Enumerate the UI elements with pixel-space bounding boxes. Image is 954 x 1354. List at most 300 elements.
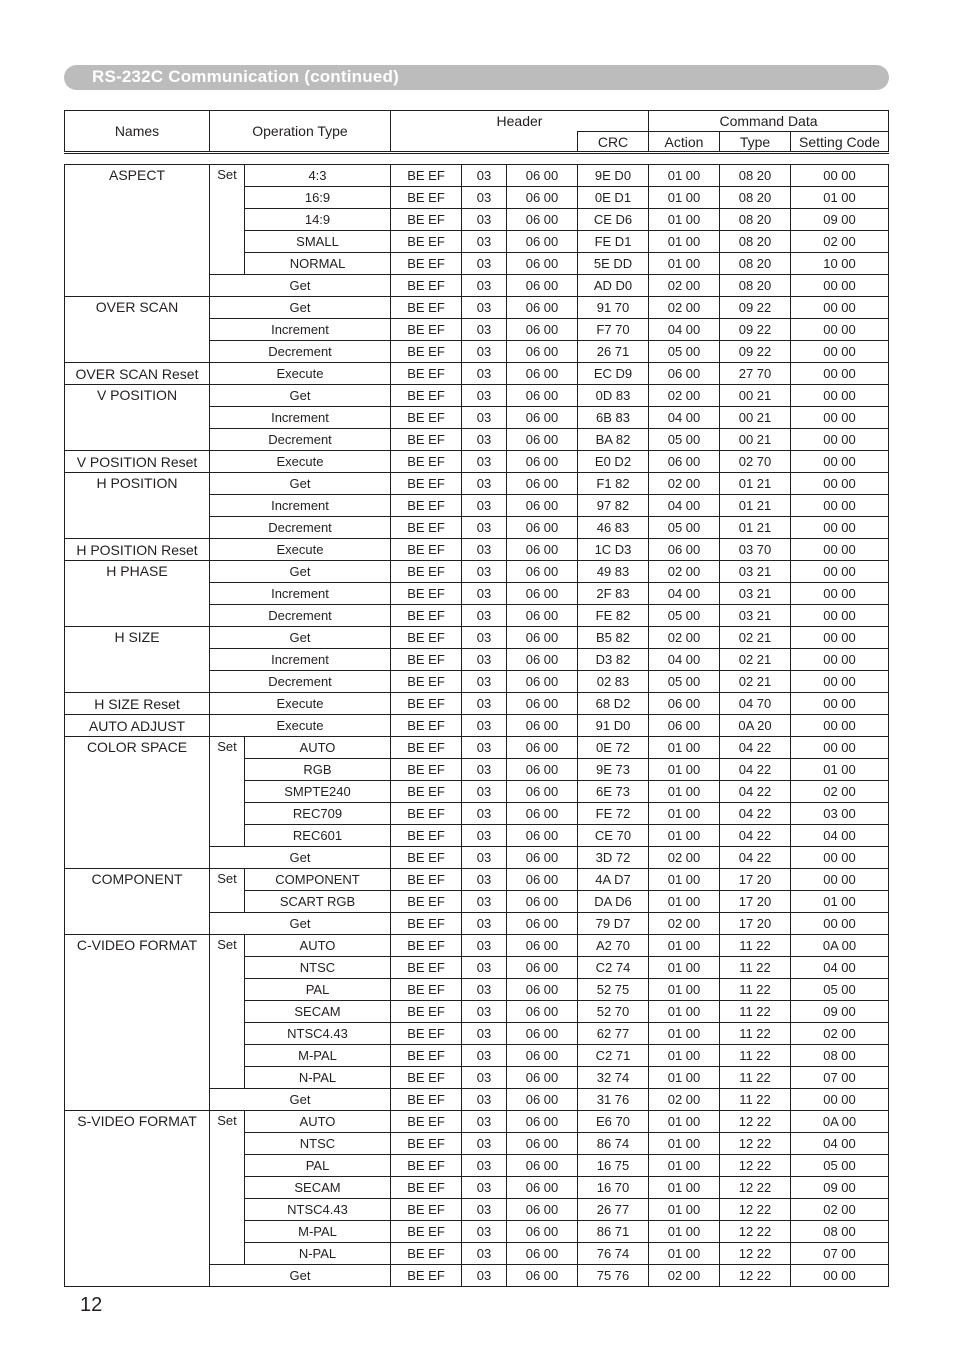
type-cell: 12 22 (720, 1155, 791, 1177)
setting-code-cell: 00 00 (791, 869, 889, 891)
header-size-cell: 06 00 (507, 671, 578, 693)
crc-cell: F7 70 (578, 319, 649, 341)
type-cell: 08 20 (720, 231, 791, 253)
action-cell: 01 00 (649, 1243, 720, 1265)
operation-cell: Get (210, 561, 391, 583)
setting-code-cell: 00 00 (791, 913, 889, 935)
header-code-cell: 03 (462, 319, 507, 341)
header-size-cell: 06 00 (507, 561, 578, 583)
type-cell: 08 20 (720, 187, 791, 209)
header-size-cell: 06 00 (507, 495, 578, 517)
setting-code-cell: 07 00 (791, 1067, 889, 1089)
header-size-cell: 06 00 (507, 363, 578, 385)
action-cell: 01 00 (649, 1177, 720, 1199)
header-bytes-cell: BE EF (391, 1243, 462, 1265)
header-code-cell: 03 (462, 715, 507, 737)
action-cell: 05 00 (649, 429, 720, 451)
header-size-cell: 06 00 (507, 1133, 578, 1155)
operation-cell: Increment (210, 407, 391, 429)
type-cell: 03 70 (720, 539, 791, 561)
group-name: ASPECT (65, 165, 210, 297)
header-code-cell: 03 (462, 1199, 507, 1221)
action-cell: 01 00 (649, 891, 720, 913)
action-cell: 01 00 (649, 825, 720, 847)
operation-cell: Get (210, 275, 391, 297)
setting-code-cell: 08 00 (791, 1045, 889, 1067)
type-cell: 04 22 (720, 803, 791, 825)
set-label: Set (210, 935, 245, 1089)
action-cell: 01 00 (649, 165, 720, 187)
setting-code-cell: 02 00 (791, 1023, 889, 1045)
setting-code-cell: 00 00 (791, 847, 889, 869)
action-cell: 01 00 (649, 759, 720, 781)
header-bytes-cell: BE EF (391, 231, 462, 253)
crc-cell: 0D 83 (578, 385, 649, 407)
type-cell: 02 21 (720, 627, 791, 649)
header-code-cell: 03 (462, 737, 507, 759)
operation-cell: Get (210, 385, 391, 407)
crc-cell: F1 82 (578, 473, 649, 495)
action-cell: 01 00 (649, 1155, 720, 1177)
header-code-cell: 03 (462, 627, 507, 649)
header-bytes-cell: BE EF (391, 495, 462, 517)
set-label: Set (210, 165, 245, 275)
header-code-cell: 03 (462, 231, 507, 253)
header-size-cell: 06 00 (507, 275, 578, 297)
type-cell: 09 22 (720, 297, 791, 319)
header-code-cell: 03 (462, 495, 507, 517)
action-cell: 01 00 (649, 1221, 720, 1243)
type-cell: 04 22 (720, 825, 791, 847)
operation-cell: PAL (245, 1155, 391, 1177)
type-cell: 00 21 (720, 407, 791, 429)
setting-code-cell: 04 00 (791, 1133, 889, 1155)
type-cell: 0A 20 (720, 715, 791, 737)
header-code-cell: 03 (462, 935, 507, 957)
operation-cell: Increment (210, 319, 391, 341)
header-code-cell: 03 (462, 649, 507, 671)
crc-cell: 76 74 (578, 1243, 649, 1265)
setting-code-cell: 00 00 (791, 297, 889, 319)
type-cell: 12 22 (720, 1221, 791, 1243)
operation-cell: Execute (210, 693, 391, 715)
operation-cell: NTSC (245, 957, 391, 979)
crc-cell: 9E 73 (578, 759, 649, 781)
type-cell: 01 21 (720, 517, 791, 539)
header-code-cell: 03 (462, 825, 507, 847)
group-name: COLOR SPACE (65, 737, 210, 869)
header-code-cell: 03 (462, 1133, 507, 1155)
header-size-cell: 06 00 (507, 693, 578, 715)
header-bytes-cell: BE EF (391, 561, 462, 583)
header-code-cell: 03 (462, 385, 507, 407)
table-row (65, 737, 889, 759)
setting-code-cell: 00 00 (791, 1089, 889, 1111)
setting-code-cell: 09 00 (791, 209, 889, 231)
setting-code-cell: 00 00 (791, 649, 889, 671)
header-code-cell: 03 (462, 1265, 507, 1287)
group-name: H POSITION Reset (65, 539, 210, 561)
setting-code-cell: 00 00 (791, 451, 889, 473)
action-cell: 02 00 (649, 847, 720, 869)
header-size-cell: 06 00 (507, 649, 578, 671)
crc-cell: 79 D7 (578, 913, 649, 935)
action-cell: 01 00 (649, 935, 720, 957)
action-cell: 05 00 (649, 605, 720, 627)
header-code-cell: 03 (462, 407, 507, 429)
setting-code-cell: 00 00 (791, 407, 889, 429)
table-row (65, 451, 889, 473)
group-name: H POSITION (65, 473, 210, 539)
type-cell: 08 20 (720, 209, 791, 231)
setting-code-cell: 0A 00 (791, 1111, 889, 1133)
header-bytes-cell: BE EF (391, 583, 462, 605)
operation-cell: Get (210, 1089, 391, 1111)
header-size-cell: 06 00 (507, 1111, 578, 1133)
type-cell: 12 22 (720, 1177, 791, 1199)
set-label: Set (210, 737, 245, 847)
action-cell: 02 00 (649, 561, 720, 583)
setting-code-cell: 00 00 (791, 385, 889, 407)
setting-code-cell: 00 00 (791, 693, 889, 715)
header-code-cell: 03 (462, 209, 507, 231)
page-number: 12 (80, 1294, 103, 1316)
header-code-cell: 03 (462, 847, 507, 869)
action-cell: 01 00 (649, 869, 720, 891)
header-size-cell: 06 00 (507, 187, 578, 209)
header-size-cell: 06 00 (507, 1023, 578, 1045)
setting-code-cell: 00 00 (791, 1265, 889, 1287)
header-size-cell: 06 00 (507, 803, 578, 825)
header-bytes-cell: BE EF (391, 913, 462, 935)
header-code-cell: 03 (462, 275, 507, 297)
header-bytes-cell: BE EF (391, 1199, 462, 1221)
header-action: Action (649, 132, 720, 153)
crc-cell: 16 70 (578, 1177, 649, 1199)
action-cell: 06 00 (649, 451, 720, 473)
operation-cell: Get (210, 627, 391, 649)
header-size-cell: 06 00 (507, 957, 578, 979)
crc-cell: 91 70 (578, 297, 649, 319)
table-row (65, 385, 889, 407)
type-cell: 08 20 (720, 253, 791, 275)
header-code-cell: 03 (462, 957, 507, 979)
crc-cell: FE 72 (578, 803, 649, 825)
header-crc: CRC (578, 132, 649, 153)
type-cell: 08 20 (720, 275, 791, 297)
type-cell: 17 20 (720, 869, 791, 891)
header-operation-type: Operation Type (210, 111, 391, 153)
type-cell: 01 21 (720, 495, 791, 517)
header-size-cell: 06 00 (507, 847, 578, 869)
crc-cell: 26 77 (578, 1199, 649, 1221)
action-cell: 04 00 (649, 319, 720, 341)
action-cell: 01 00 (649, 1133, 720, 1155)
crc-cell: AD D0 (578, 275, 649, 297)
action-cell: 06 00 (649, 539, 720, 561)
header-size-cell: 06 00 (507, 1089, 578, 1111)
action-cell: 06 00 (649, 693, 720, 715)
header-bytes-cell: BE EF (391, 297, 462, 319)
setting-code-cell: 00 00 (791, 627, 889, 649)
table-row (65, 165, 889, 187)
setting-code-cell: 00 00 (791, 473, 889, 495)
crc-cell: CE D6 (578, 209, 649, 231)
operation-cell: 16:9 (245, 187, 391, 209)
type-cell: 12 22 (720, 1133, 791, 1155)
header-size-cell: 06 00 (507, 385, 578, 407)
header-code-cell: 03 (462, 429, 507, 451)
header-size-cell: 06 00 (507, 407, 578, 429)
header-size-cell: 06 00 (507, 319, 578, 341)
group-name: C-VIDEO FORMAT (65, 935, 210, 1111)
header-bytes-cell: BE EF (391, 517, 462, 539)
operation-cell: Execute (210, 363, 391, 385)
operation-cell: NTSC (245, 1133, 391, 1155)
setting-code-cell: 05 00 (791, 979, 889, 1001)
type-cell: 27 70 (720, 363, 791, 385)
header-bytes-cell: BE EF (391, 935, 462, 957)
header-size-cell: 06 00 (507, 913, 578, 935)
operation-cell: SECAM (245, 1001, 391, 1023)
type-cell: 04 70 (720, 693, 791, 715)
header-bytes-cell: BE EF (391, 605, 462, 627)
crc-cell: A2 70 (578, 935, 649, 957)
crc-cell: 97 82 (578, 495, 649, 517)
header-bytes-cell: BE EF (391, 187, 462, 209)
operation-cell: Increment (210, 649, 391, 671)
action-cell: 04 00 (649, 649, 720, 671)
crc-cell: 86 74 (578, 1133, 649, 1155)
header-size-cell: 06 00 (507, 1265, 578, 1287)
header-bytes-cell: BE EF (391, 1001, 462, 1023)
header-code-cell: 03 (462, 1111, 507, 1133)
table-row (65, 693, 889, 715)
header-bytes-cell: BE EF (391, 253, 462, 275)
header-size-cell: 06 00 (507, 979, 578, 1001)
type-cell: 03 21 (720, 605, 791, 627)
crc-cell: BA 82 (578, 429, 649, 451)
type-cell: 04 22 (720, 737, 791, 759)
header-size-cell: 06 00 (507, 253, 578, 275)
header-code-cell: 03 (462, 1155, 507, 1177)
header-size-cell: 06 00 (507, 1221, 578, 1243)
header-code-cell: 03 (462, 539, 507, 561)
crc-cell: 16 75 (578, 1155, 649, 1177)
header-code-cell: 03 (462, 1177, 507, 1199)
setting-code-cell: 02 00 (791, 781, 889, 803)
type-cell: 09 22 (720, 319, 791, 341)
header-bytes-cell: BE EF (391, 1265, 462, 1287)
header-bytes-cell: BE EF (391, 539, 462, 561)
operation-cell: Get (210, 473, 391, 495)
header-size-cell: 06 00 (507, 231, 578, 253)
header-size-cell: 06 00 (507, 583, 578, 605)
header-size-cell: 06 00 (507, 473, 578, 495)
header-bytes-cell: BE EF (391, 627, 462, 649)
action-cell: 04 00 (649, 583, 720, 605)
setting-code-cell: 00 00 (791, 517, 889, 539)
header-size-cell: 06 00 (507, 539, 578, 561)
command-table-header (64, 110, 889, 154)
header-bytes-cell: BE EF (391, 319, 462, 341)
action-cell: 01 00 (649, 1199, 720, 1221)
setting-code-cell: 00 00 (791, 737, 889, 759)
header-size-cell: 06 00 (507, 781, 578, 803)
header-code-cell: 03 (462, 451, 507, 473)
group-name: V POSITION (65, 385, 210, 451)
action-cell: 01 00 (649, 1045, 720, 1067)
crc-cell: 75 76 (578, 1265, 649, 1287)
operation-cell: Get (210, 1265, 391, 1287)
header-bytes-cell: BE EF (391, 715, 462, 737)
header-code-cell: 03 (462, 583, 507, 605)
action-cell: 01 00 (649, 737, 720, 759)
operation-cell: SMALL (245, 231, 391, 253)
action-cell: 05 00 (649, 671, 720, 693)
action-cell: 05 00 (649, 517, 720, 539)
crc-cell: 32 74 (578, 1067, 649, 1089)
section-title-bar (64, 65, 889, 90)
header-size-cell: 06 00 (507, 1155, 578, 1177)
operation-cell: Decrement (210, 341, 391, 363)
action-cell: 01 00 (649, 209, 720, 231)
header-bytes-cell: BE EF (391, 1177, 462, 1199)
setting-code-cell: 00 00 (791, 671, 889, 693)
operation-cell: AUTO (245, 1111, 391, 1133)
operation-cell: Decrement (210, 429, 391, 451)
crc-cell: FE D1 (578, 231, 649, 253)
section-title: RS-232C Communication (continued) (92, 67, 399, 86)
header-bytes-cell: BE EF (391, 979, 462, 1001)
setting-code-cell: 01 00 (791, 759, 889, 781)
type-cell: 11 22 (720, 979, 791, 1001)
header-code-cell: 03 (462, 1023, 507, 1045)
type-cell: 12 22 (720, 1265, 791, 1287)
setting-code-cell: 09 00 (791, 1177, 889, 1199)
crc-cell: 0E 72 (578, 737, 649, 759)
crc-cell: 46 83 (578, 517, 649, 539)
header-size-cell: 06 00 (507, 297, 578, 319)
action-cell: 01 00 (649, 979, 720, 1001)
header-code-cell: 03 (462, 781, 507, 803)
setting-code-cell: 0A 00 (791, 935, 889, 957)
action-cell: 06 00 (649, 363, 720, 385)
crc-cell: E0 D2 (578, 451, 649, 473)
crc-cell: 91 D0 (578, 715, 649, 737)
header-code-cell: 03 (462, 913, 507, 935)
header-size-cell: 06 00 (507, 935, 578, 957)
action-cell: 04 00 (649, 495, 720, 517)
crc-cell: 62 77 (578, 1023, 649, 1045)
header-code-cell: 03 (462, 165, 507, 187)
header-code-cell: 03 (462, 979, 507, 1001)
header-bytes-cell: BE EF (391, 671, 462, 693)
type-cell: 03 21 (720, 561, 791, 583)
operation-cell: RGB (245, 759, 391, 781)
header-size-cell: 06 00 (507, 869, 578, 891)
header-bytes-cell: BE EF (391, 1221, 462, 1243)
action-cell: 01 00 (649, 803, 720, 825)
operation-cell: SCART RGB (245, 891, 391, 913)
setting-code-cell: 00 00 (791, 165, 889, 187)
crc-cell: 9E D0 (578, 165, 649, 187)
header-code-cell: 03 (462, 187, 507, 209)
setting-code-cell: 00 00 (791, 583, 889, 605)
command-table-body (65, 165, 889, 1287)
header-bytes-cell: BE EF (391, 803, 462, 825)
set-label: Set (210, 1111, 245, 1265)
header-bytes-cell: BE EF (391, 891, 462, 913)
table-row (65, 869, 889, 891)
setting-code-cell: 00 00 (791, 275, 889, 297)
setting-code-cell: 09 00 (791, 1001, 889, 1023)
crc-cell: 26 71 (578, 341, 649, 363)
header-bytes-cell: BE EF (391, 847, 462, 869)
action-cell: 01 00 (649, 187, 720, 209)
operation-cell: Decrement (210, 517, 391, 539)
action-cell: 02 00 (649, 473, 720, 495)
header-size-cell: 06 00 (507, 1001, 578, 1023)
operation-cell: SMPTE240 (245, 781, 391, 803)
table-row (65, 539, 889, 561)
setting-code-cell: 00 00 (791, 539, 889, 561)
header-code-cell: 03 (462, 1221, 507, 1243)
setting-code-cell: 04 00 (791, 957, 889, 979)
type-cell: 02 21 (720, 671, 791, 693)
operation-cell: N-PAL (245, 1243, 391, 1265)
operation-cell: COMPONENT (245, 869, 391, 891)
type-cell: 17 20 (720, 913, 791, 935)
crc-cell: 02 83 (578, 671, 649, 693)
action-cell: 02 00 (649, 1265, 720, 1287)
crc-cell: 1C D3 (578, 539, 649, 561)
crc-cell: 86 71 (578, 1221, 649, 1243)
type-cell: 09 22 (720, 341, 791, 363)
type-cell: 01 21 (720, 473, 791, 495)
header-type: Type (720, 132, 791, 153)
header-header: Header (391, 111, 649, 132)
setting-code-cell: 03 00 (791, 803, 889, 825)
header-size-cell: 06 00 (507, 209, 578, 231)
header-code-cell: 03 (462, 473, 507, 495)
table-row (65, 1111, 889, 1133)
crc-cell: DA D6 (578, 891, 649, 913)
setting-code-cell: 10 00 (791, 253, 889, 275)
header-code-cell: 03 (462, 363, 507, 385)
header-bytes-cell: BE EF (391, 385, 462, 407)
action-cell: 02 00 (649, 275, 720, 297)
operation-cell: Increment (210, 583, 391, 605)
setting-code-cell: 00 00 (791, 605, 889, 627)
header-bytes-cell: BE EF (391, 737, 462, 759)
action-cell: 02 00 (649, 385, 720, 407)
operation-cell: REC709 (245, 803, 391, 825)
type-cell: 03 21 (720, 583, 791, 605)
group-name: OVER SCAN (65, 297, 210, 363)
crc-cell: C2 74 (578, 957, 649, 979)
operation-cell: Increment (210, 495, 391, 517)
header-bytes-cell: BE EF (391, 275, 462, 297)
setting-code-cell: 00 00 (791, 715, 889, 737)
operation-cell: AUTO (245, 935, 391, 957)
action-cell: 06 00 (649, 715, 720, 737)
table-row (65, 473, 889, 495)
header-bytes-cell: BE EF (391, 407, 462, 429)
header-bytes-cell: BE EF (391, 1111, 462, 1133)
type-cell: 04 22 (720, 781, 791, 803)
action-cell: 01 00 (649, 1023, 720, 1045)
